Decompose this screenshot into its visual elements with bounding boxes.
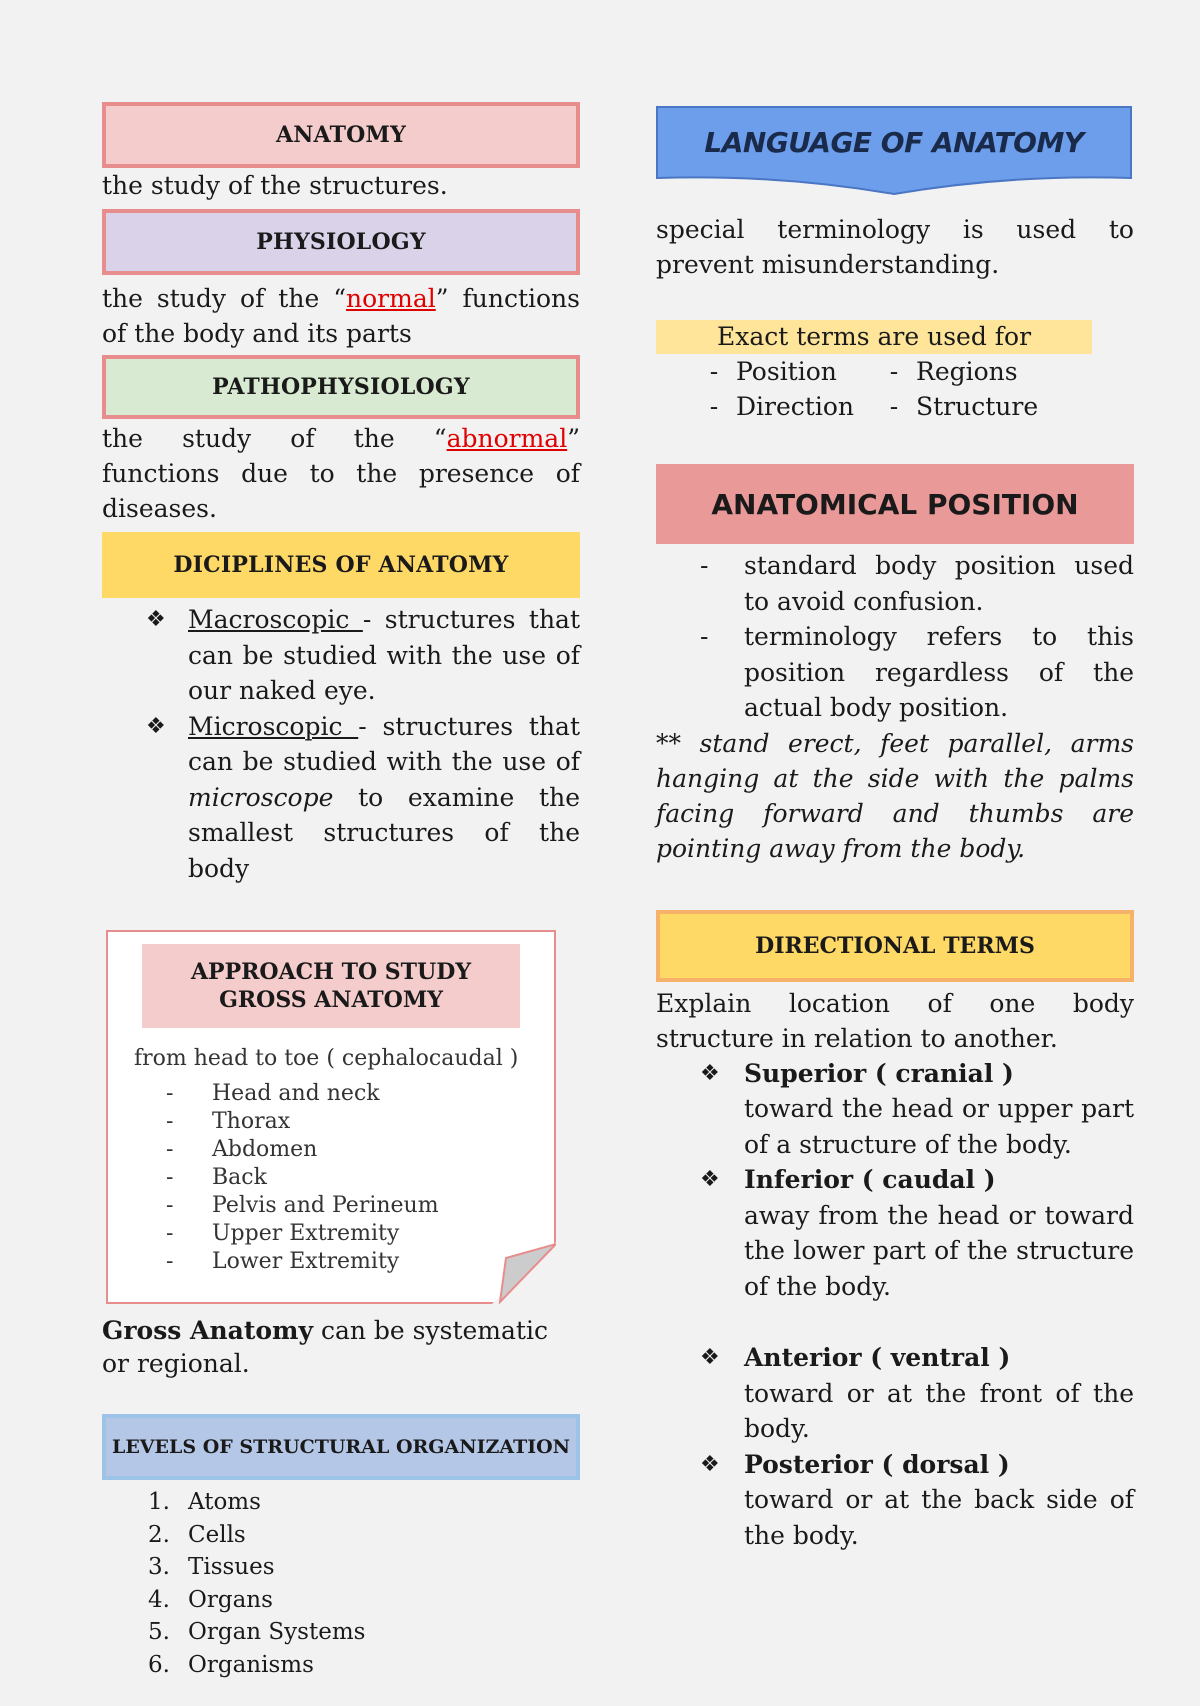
dash-bullet: - [166, 1165, 174, 1190]
approach-item: Head and neck [212, 1081, 380, 1106]
approach-item: Back [212, 1165, 267, 1190]
list-item [656, 1056, 1134, 1163]
physiology-heading [102, 209, 580, 275]
list-number: 5. [148, 1619, 170, 1645]
list-item [166, 1220, 439, 1248]
gross-anatomy-term: Gross Anatomy [102, 1316, 314, 1345]
approach-item: Thorax [212, 1109, 291, 1134]
anatomy-heading [102, 102, 580, 168]
dash-bullet: - [889, 392, 899, 421]
diamond-bullet-icon: ❖ [700, 1060, 720, 1086]
list-item [102, 1486, 580, 1519]
list-item [102, 602, 580, 709]
list-item [656, 548, 1134, 619]
dash-bullet: - [166, 1137, 174, 1162]
level-label: Organs [188, 1586, 273, 1613]
language-intro: special terminology is used to prevent misunderstanding. [656, 215, 1134, 279]
level-label: Organ Systems [188, 1619, 366, 1645]
physiology-def-post: ” functions of the body and its parts [102, 284, 580, 348]
anatomical-position-note: ** stand erect, feet parallel, arms hanging at the side with the palms facing forward and thumbs are pointing away from the body. [656, 728, 1134, 863]
directional-text: toward the head or upper part of a structure of the body. [744, 1094, 1134, 1159]
disciplines-heading-label: DICIPLINES OF ANATOMY [173, 552, 509, 578]
approach-heading-line: APPROACH TO STUDY [190, 959, 472, 985]
exact-term: Structure [916, 392, 1039, 421]
list-item [102, 1519, 580, 1552]
language-heading-banner [656, 106, 1132, 198]
approach-heading-line: GROSS ANATOMY [219, 987, 443, 1013]
directional-term: Superior ( cranial ) [744, 1058, 1014, 1088]
approach-item: Pelvis and Perineum [212, 1193, 439, 1218]
physiology-heading-label: PHYSIOLOGY [256, 229, 426, 255]
anatomy-definition: the study of the structures. [102, 171, 448, 200]
dash-bullet: - [166, 1221, 174, 1246]
level-label: Organisms [188, 1651, 314, 1678]
levels-list [102, 1486, 580, 1681]
level-label: Atoms [188, 1489, 261, 1515]
diamond-bullet-icon: ❖ [700, 1345, 720, 1370]
approach-item: Lower Extremity [212, 1249, 400, 1274]
directional-term: Anterior ( ventral ) [744, 1343, 1011, 1372]
list-number: 3. [148, 1554, 170, 1580]
list-item [656, 619, 1134, 726]
list-item [166, 1136, 439, 1164]
list-item [656, 354, 872, 389]
list-item [102, 709, 580, 887]
list-number: 1. [148, 1489, 170, 1515]
directional-text: away from the head or toward the lower part of the structure of the body. [744, 1200, 1134, 1301]
list-number: 6. [148, 1651, 170, 1678]
list-item [102, 1616, 580, 1649]
exact-term: Position [736, 357, 837, 386]
discipline-text: to examine the smallest structures of the body [188, 782, 580, 883]
list-number: 2. [148, 1521, 170, 1548]
gross-anatomy-note [102, 1314, 580, 1380]
list-item [166, 1164, 439, 1192]
list-item [166, 1080, 439, 1108]
exact-terms-label: Exact terms are used for [656, 320, 1092, 354]
exact-term: Direction [736, 392, 854, 421]
list-item [102, 1551, 580, 1584]
physiology-def-term: normal [346, 284, 436, 313]
list-item [166, 1248, 439, 1276]
anatomy-heading-label: ANATOMY [275, 122, 407, 148]
dash-bullet: - [709, 357, 719, 386]
directional-term: Posterior ( dorsal ) [744, 1449, 1010, 1479]
diamond-bullet-icon: ❖ [700, 1167, 720, 1192]
directional-terms-heading-label: DIRECTIONAL TERMS [755, 932, 1035, 959]
list-item [656, 1447, 1134, 1554]
approach-heading [142, 944, 520, 1028]
approach-list [166, 1080, 439, 1276]
dash-bullet: - [700, 551, 709, 580]
language-heading-label: LANGUAGE OF ANATOMY [704, 126, 1084, 159]
exact-term: Regions [916, 357, 1018, 386]
list-number: 4. [148, 1586, 170, 1613]
list-item [166, 1108, 439, 1136]
level-label: Tissues [188, 1554, 275, 1580]
approach-item: Abdomen [212, 1137, 318, 1162]
dash-bullet: - [700, 622, 709, 651]
discipline-text: - structures that can be studied with the use of our naked eye. [188, 605, 580, 705]
list-item [166, 1192, 439, 1220]
approach-item: Upper Extremity [212, 1221, 400, 1246]
levels-heading-label: LEVELS OF STRUCTURAL ORGANIZATION [111, 1436, 571, 1458]
list-item [656, 389, 872, 424]
levels-heading [102, 1414, 580, 1480]
anatomical-position-heading [656, 464, 1134, 544]
discipline-text: - structures that can be studied with the use of [188, 711, 580, 776]
dash-bullet: - [709, 392, 719, 421]
directional-text: toward or at the back side of the body. [744, 1485, 1134, 1550]
dash-bullet: - [166, 1193, 174, 1218]
level-label: Cells [188, 1521, 246, 1548]
list-item [872, 389, 1072, 424]
pathophysiology-heading-label: PATHOPHYSIOLOGY [212, 374, 470, 400]
pathophysiology-heading [102, 355, 580, 419]
disciplines-list [102, 602, 580, 886]
gross-anatomy-text: can be systematic or regional. [102, 1316, 548, 1378]
position-item: standard body position used to avoid confusion. [744, 551, 1134, 616]
disciplines-heading [102, 532, 580, 598]
discipline-term: Microscopic [188, 711, 359, 741]
page-curl-icon [492, 1242, 556, 1304]
list-item [872, 354, 1072, 389]
directional-terms-list [656, 1056, 1134, 1554]
directional-term: Inferior ( caudal ) [744, 1165, 996, 1194]
list-item [656, 1162, 1134, 1304]
list-item [102, 1584, 580, 1617]
pathophysiology-definition [102, 421, 580, 526]
pathophysiology-def-post: ” functions due to the presence of diseases. [102, 424, 580, 523]
list-item [102, 1649, 580, 1682]
dash-bullet: - [889, 357, 899, 386]
position-item: terminology refers to this position regardless of the actual body position. [744, 622, 1134, 722]
pathophysiology-def-pre: the study of the “ [102, 424, 447, 453]
dash-bullet: - [166, 1081, 174, 1106]
physiology-def-pre: the study of the “ [102, 284, 347, 313]
anatomical-position-heading-label: ANATOMICAL POSITION [711, 487, 1079, 521]
dash-bullet: - [166, 1249, 174, 1274]
dash-bullet: - [166, 1109, 174, 1134]
discipline-term: Macroscopic [188, 605, 363, 634]
directional-intro: Explain location of one body structure in relation to another. [656, 988, 1134, 1053]
left-column [102, 102, 580, 1681]
directional-text: toward or at the front of the body. [744, 1378, 1134, 1443]
directional-terms-heading [656, 910, 1134, 982]
anatomical-position-list [656, 548, 1134, 726]
exact-terms-grid [656, 354, 1134, 424]
diamond-bullet-icon: ❖ [146, 713, 166, 739]
diamond-bullet-icon: ❖ [146, 607, 166, 632]
list-spacer [656, 1304, 1134, 1340]
diamond-bullet-icon: ❖ [700, 1451, 720, 1477]
physiology-definition [102, 281, 580, 351]
approach-subtitle: from head to toe ( cephalocaudal ) [134, 1046, 519, 1071]
right-column [656, 106, 1134, 1553]
pathophysiology-def-term: abnormal [446, 424, 568, 453]
discipline-text-emphasis: microscope [188, 782, 334, 812]
list-item [656, 1340, 1134, 1447]
approach-note-card [106, 930, 556, 1304]
